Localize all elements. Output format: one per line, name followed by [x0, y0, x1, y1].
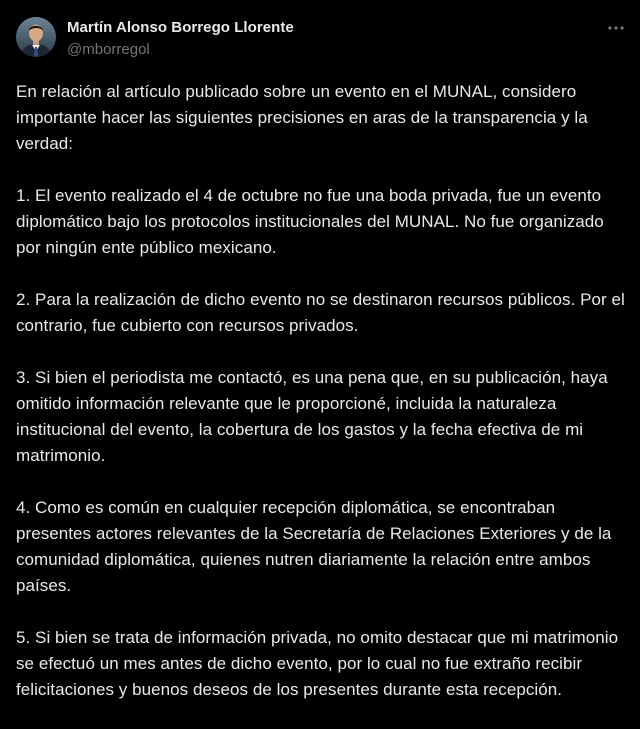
tweet-paragraph-5: 5. Si bien se trata de información privada, no omito destacar que mi matrimonio se efectuó un mes antes de dicho evento, por lo cual no fue extraño recibir felicitaciones y buenos deseos de los presentes durante esta recepción. [16, 628, 619, 699]
more-options-button[interactable] [602, 18, 630, 38]
more-horizontal-icon [602, 18, 630, 38]
tweet-paragraph-1: 1. El evento realizado el 4 de octubre no fue una boda privada, fue un evento diplomático bajo los protocolos institucionales del MUNAL. No fue organizado por ningún ente público mexicano. [16, 186, 604, 257]
author-name[interactable]: Martín Alonso Borrego Llorente [67, 19, 294, 36]
tweet-paragraph-intro: En relación al artículo publicado sobre un evento en el MUNAL, considero importante hacer las siguientes precisiones en aras de la transparencia y la verdad: [16, 82, 588, 153]
avatar[interactable] [16, 17, 56, 57]
user-avatar-image [16, 17, 56, 57]
author-handle[interactable]: @mborregol [67, 41, 150, 58]
tweet-text [16, 79, 628, 703]
tweet-paragraph-4: 4. Como es común en cualquier recepción diplomática, se encontraban presentes actores relevantes de la Secretaría de Relaciones Exteriores y de la comunidad diplomática, quienes nutren diariamente la relación entre ambos países. [16, 498, 612, 595]
tweet-paragraph-2: 2. Para la realización de dicho evento no se destinaron recursos públicos. Por el contrario, fue cubierto con recursos privados. [16, 290, 625, 335]
tweet-paragraph-3: 3. Si bien el periodista me contactó, es una pena que, en su publicación, haya omitido información relevante que le proporcioné, incluida la naturaleza institucional del evento, la cobertura de los gastos y la fecha efectiva de mi matrimonio. [16, 368, 608, 465]
